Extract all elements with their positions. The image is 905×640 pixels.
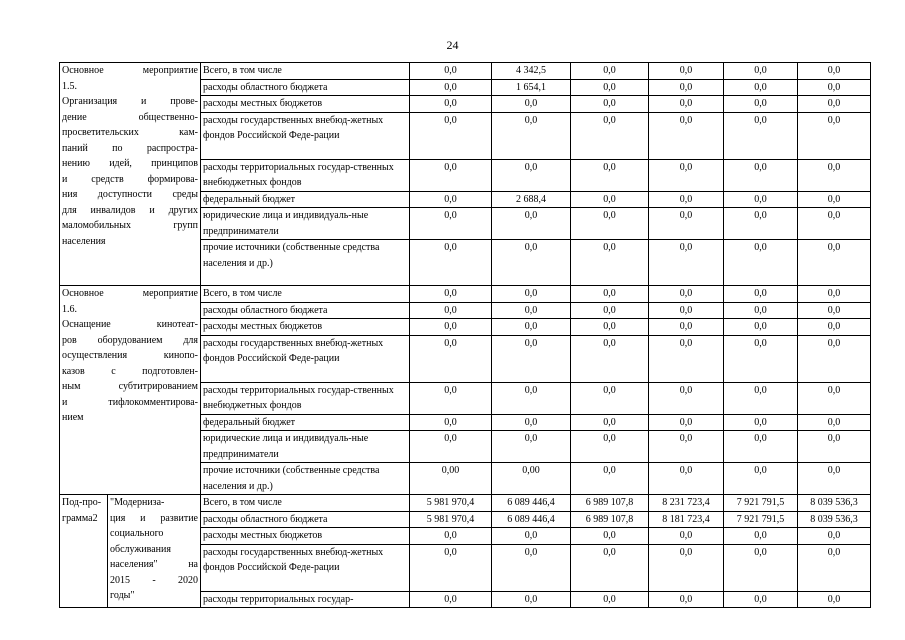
value-cell: 4 342,5: [492, 63, 571, 80]
value-cell: 0,0: [649, 159, 724, 191]
funding-source-cell: юридические лица и индивидуаль-ные предприниматели: [201, 208, 410, 240]
value-cell: 0,0: [724, 286, 798, 303]
value-cell: 0,0: [724, 302, 798, 319]
value-cell: 0,0: [571, 414, 649, 431]
value-cell: 0,0: [724, 240, 798, 286]
value-cell: 0,0: [724, 431, 798, 463]
value-cell: 7 921 791,5: [724, 495, 798, 512]
value-cell: 8 231 723,4: [649, 495, 724, 512]
value-cell: 0,0: [410, 191, 492, 208]
value-cell: 0,0: [571, 159, 649, 191]
value-cell: 0,0: [410, 63, 492, 80]
value-cell: 0,0: [649, 463, 724, 495]
value-cell: 0,0: [571, 79, 649, 96]
budget-table: [59, 62, 871, 608]
value-cell: 0,0: [410, 96, 492, 113]
value-cell: 0,0: [571, 382, 649, 414]
event-cell-line: Организация и прове-: [62, 96, 198, 107]
value-cell: 6 989 107,8: [571, 511, 649, 528]
value-cell: 0,0: [571, 528, 649, 545]
value-cell: 0,0: [649, 79, 724, 96]
value-cell: 0,0: [571, 96, 649, 113]
value-cell: 0,0: [724, 319, 798, 336]
subprogram-name-cell-line: населения" на: [110, 559, 198, 570]
value-cell: 0,0: [798, 79, 871, 96]
event-cell-line: Оснащение кинотеат-: [62, 319, 198, 330]
value-cell: 0,0: [410, 431, 492, 463]
value-cell: 6 089 446,4: [492, 495, 571, 512]
value-cell: 0,0: [410, 528, 492, 545]
value-cell: 0,0: [492, 159, 571, 191]
funding-source-cell: расходы областного бюджета: [201, 302, 410, 319]
value-cell: 0,0: [571, 302, 649, 319]
value-cell: 0,0: [410, 159, 492, 191]
value-cell: 8 181 723,4: [649, 511, 724, 528]
value-cell: 0,0: [798, 544, 871, 591]
event-cell-line: дение общественно-: [62, 111, 198, 123]
subprogram-name-cell-line: "Модерниза-: [110, 497, 165, 508]
value-cell: 0,0: [724, 63, 798, 80]
value-cell: 0,0: [571, 112, 649, 159]
value-cell: 0,0: [798, 414, 871, 431]
event-cell-line: нием: [62, 412, 84, 423]
value-cell: 0,0: [410, 112, 492, 159]
value-cell: 0,0: [492, 544, 571, 591]
funding-source-cell: расходы областного бюджета: [201, 511, 410, 528]
funding-source-cell: федеральный бюджет: [201, 414, 410, 431]
value-cell: 0,0: [492, 112, 571, 159]
value-cell: 0,0: [724, 208, 798, 240]
funding-source-cell: Всего, в том числе: [201, 495, 410, 512]
funding-source-cell: прочие источники (собственные средства населения и др.): [201, 463, 410, 495]
value-cell: 0,0: [649, 112, 724, 159]
value-cell: 0,0: [410, 240, 492, 286]
value-cell: 0,0: [571, 319, 649, 336]
funding-source-cell: расходы государственных внебюд-жетных фондов Российской Феде-рации: [201, 335, 410, 382]
funding-source-cell: прочие источники (собственные средства населения и др.): [201, 240, 410, 286]
table-row: [60, 63, 871, 80]
value-cell: 0,0: [571, 286, 649, 303]
value-cell: 0,0: [571, 191, 649, 208]
value-cell: 0,0: [798, 319, 871, 336]
value-cell: 0,0: [410, 302, 492, 319]
value-cell: 0,0: [649, 63, 724, 80]
funding-source-cell: Всего, в том числе: [201, 63, 410, 80]
subprogram-name-cell-line: ция и развитие: [110, 512, 198, 524]
value-cell: 0,0: [571, 240, 649, 286]
value-cell: 0,0: [571, 431, 649, 463]
funding-source-cell: расходы государственных внебюд-жетных фондов Российской Феде-рации: [201, 544, 410, 591]
value-cell: 0,0: [724, 191, 798, 208]
value-cell: 0,0: [798, 286, 871, 303]
funding-source-cell: расходы местных бюджетов: [201, 319, 410, 336]
value-cell: 0,0: [798, 96, 871, 113]
table-row: [60, 495, 871, 512]
value-cell: 0,0: [410, 286, 492, 303]
subprogram-name-cell-line: 2015 - 2020: [110, 574, 198, 586]
value-cell: 0,0: [798, 302, 871, 319]
value-cell: 0,0: [649, 335, 724, 382]
event-cell-line: просветительских кам-: [62, 127, 198, 138]
event-cell-line: осуществления кинопо-: [62, 350, 198, 361]
value-cell: 0,0: [492, 591, 571, 608]
value-cell: 0,0: [492, 286, 571, 303]
page-number: 24: [446, 38, 459, 52]
value-cell: 5 981 970,4: [410, 495, 492, 512]
value-cell: 0,0: [649, 302, 724, 319]
funding-source-cell: расходы территориальных государ-ственных внебюджетных фондов: [201, 382, 410, 414]
value-cell: 0,0: [410, 208, 492, 240]
event-cell: [60, 63, 201, 286]
value-cell: 0,0: [724, 79, 798, 96]
value-cell: 0,0: [724, 382, 798, 414]
value-cell: 0,0: [571, 544, 649, 591]
event-cell-line: и тифлокомментирова-: [62, 396, 198, 408]
value-cell: 0,0: [492, 382, 571, 414]
value-cell: 0,0: [492, 335, 571, 382]
value-cell: 0,0: [798, 335, 871, 382]
event-cell-line: паний по распростра-: [62, 142, 198, 154]
event-cell-line: нению идей, принципов: [62, 158, 198, 169]
funding-source-cell: расходы областного бюджета: [201, 79, 410, 96]
value-cell: 0,0: [649, 191, 724, 208]
subprogram-label-cell-line: про-: [82, 497, 102, 508]
value-cell: 0,0: [724, 414, 798, 431]
table-row: [60, 286, 871, 303]
event-cell-line: ным субтитрированием: [62, 381, 198, 392]
value-cell: 0,0: [798, 191, 871, 208]
value-cell: 0,0: [410, 591, 492, 608]
funding-source-cell: расходы местных бюджетов: [201, 96, 410, 113]
funding-source-cell: расходы государственных внебюд-жетных фондов Российской Феде-рации: [201, 112, 410, 159]
value-cell: 0,0: [492, 431, 571, 463]
value-cell: 0,0: [649, 414, 724, 431]
value-cell: 0,0: [798, 463, 871, 495]
value-cell: 0,0: [410, 335, 492, 382]
value-cell: 0,0: [798, 528, 871, 545]
value-cell: 0,0: [649, 208, 724, 240]
value-cell: 0,0: [724, 335, 798, 382]
value-cell: 0,0: [649, 319, 724, 336]
value-cell: 0,0: [571, 335, 649, 382]
event-cell-line: 1.5.: [62, 80, 77, 92]
subprogram-name-cell-line: социального: [110, 528, 164, 539]
value-cell: 0,0: [649, 544, 724, 591]
value-cell: 0,0: [492, 528, 571, 545]
value-cell: 0,0: [798, 112, 871, 159]
value-cell: 0,0: [410, 79, 492, 96]
value-cell: 0,0: [571, 463, 649, 495]
value-cell: 0,0: [571, 591, 649, 608]
value-cell: 0,0: [492, 302, 571, 319]
event-cell-line: ния доступности среды: [62, 189, 198, 200]
subprogram-name-cell: [108, 495, 201, 608]
subprogram-label-cell-line: Под-: [62, 497, 83, 508]
value-cell: 0,0: [798, 63, 871, 80]
value-cell: 0,0: [410, 414, 492, 431]
value-cell: 6 989 107,8: [571, 495, 649, 512]
value-cell: 0,0: [724, 463, 798, 495]
value-cell: 0,0: [649, 528, 724, 545]
subprogram-label-cell-line: грамма: [62, 512, 93, 524]
value-cell: 8 039 536,3: [798, 511, 871, 528]
event-cell-line: Основное мероприятие: [62, 65, 198, 76]
value-cell: 0,0: [649, 382, 724, 414]
value-cell: 0,0: [410, 382, 492, 414]
table-body: [60, 63, 871, 608]
value-cell: 0,0: [798, 431, 871, 463]
event-cell-line: казов с подготовлен-: [62, 365, 198, 377]
funding-source-cell: расходы территориальных государ-: [201, 591, 410, 608]
value-cell: 0,0: [798, 591, 871, 608]
value-cell: 0,0: [798, 208, 871, 240]
funding-source-cell: Всего, в том числе: [201, 286, 410, 303]
value-cell: 0,0: [798, 382, 871, 414]
value-cell: 0,0: [410, 544, 492, 591]
value-cell: 0,0: [724, 159, 798, 191]
value-cell: 0,0: [492, 96, 571, 113]
value-cell: 0,0: [410, 319, 492, 336]
value-cell: 0,0: [649, 591, 724, 608]
value-cell: 0,0: [798, 240, 871, 286]
subprogram-label-cell-line: 2: [92, 512, 98, 524]
value-cell: 0,0: [649, 96, 724, 113]
value-cell: 0,0: [571, 208, 649, 240]
value-cell: 0,0: [724, 528, 798, 545]
value-cell: 0,0: [649, 431, 724, 463]
value-cell: 0,0: [798, 159, 871, 191]
value-cell: 2 688,4: [492, 191, 571, 208]
value-cell: 0,0: [492, 319, 571, 336]
value-cell: 1 654,1: [492, 79, 571, 96]
event-cell: [60, 286, 201, 495]
value-cell: 8 039 536,3: [798, 495, 871, 512]
event-cell-line: 1.6.: [62, 303, 77, 315]
subprogram-label-cell: [60, 495, 108, 608]
value-cell: 5 981 970,4: [410, 511, 492, 528]
value-cell: 0,0: [492, 208, 571, 240]
event-cell-line: ров оборудованием для: [62, 334, 198, 346]
value-cell: 0,0: [724, 96, 798, 113]
value-cell: 6 089 446,4: [492, 511, 571, 528]
funding-source-cell: расходы местных бюджетов: [201, 528, 410, 545]
event-cell-line: Основное мероприятие: [62, 288, 198, 299]
funding-source-cell: федеральный бюджет: [201, 191, 410, 208]
value-cell: 0,0: [724, 544, 798, 591]
value-cell: 0,0: [571, 63, 649, 80]
value-cell: 0,0: [649, 286, 724, 303]
value-cell: 0,00: [410, 463, 492, 495]
value-cell: 0,0: [492, 240, 571, 286]
value-cell: 0,0: [492, 414, 571, 431]
event-cell-line: населения: [62, 235, 106, 247]
subprogram-name-cell-line: обслуживания: [110, 543, 171, 555]
subprogram-name-cell-line: годы": [110, 590, 135, 601]
funding-source-cell: расходы территориальных государ-ственных внебюджетных фондов: [201, 159, 410, 191]
value-cell: 0,0: [649, 240, 724, 286]
value-cell: 7 921 791,5: [724, 511, 798, 528]
value-cell: 0,0: [724, 112, 798, 159]
value-cell: 0,0: [724, 591, 798, 608]
event-cell-line: для инвалидов и других: [62, 204, 198, 216]
event-cell-line: маломобильных групп: [62, 220, 198, 231]
funding-source-cell: юридические лица и индивидуаль-ные предприниматели: [201, 431, 410, 463]
value-cell: 0,00: [492, 463, 571, 495]
event-cell-line: и средств формирова-: [62, 173, 198, 185]
